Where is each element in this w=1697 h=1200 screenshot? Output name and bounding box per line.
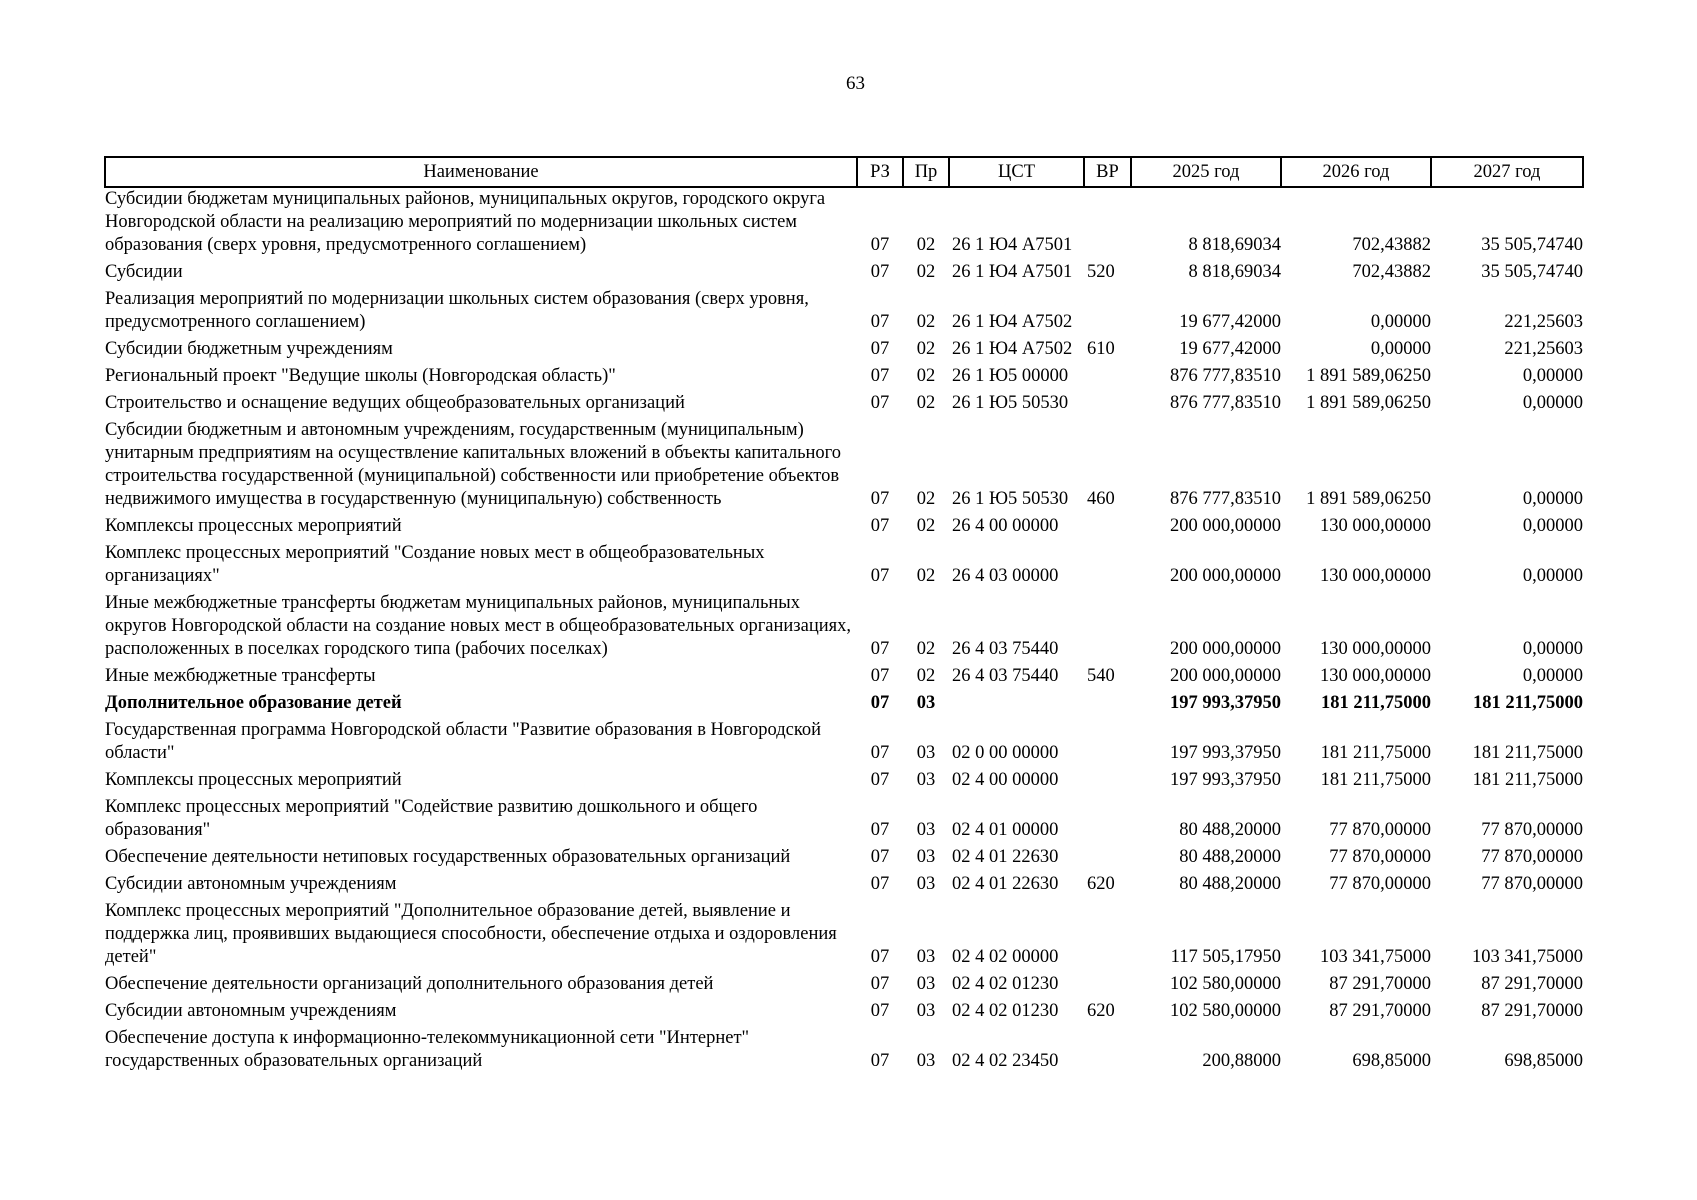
table-row (105, 592, 1583, 665)
table-row (105, 873, 1583, 900)
table-row (105, 338, 1583, 365)
cell-vr (1084, 592, 1131, 665)
header-2027: 2027 год (1431, 157, 1583, 187)
header-row (105, 157, 1583, 187)
cell-2026: 130 000,00000 (1320, 666, 1431, 686)
cell-name: Иные межбюджетные трансферты бюджетам муниципальных районов, муниципальных округов Новгородской области на создание новых мест в общеобразовательных организациях, расположенных в поселках городского типа (рабочих поселках) (105, 593, 852, 659)
cell-cst: 26 1 Ю5 50530 (952, 489, 1069, 509)
header-2026: 2026 год (1281, 157, 1431, 187)
cell-cst: 26 1 Ю4 А7501 (952, 235, 1073, 255)
cell-2027: 35 505,74740 (1481, 262, 1583, 282)
header-2025: 2025 год (1131, 157, 1281, 187)
cell-2025: 200 000,00000 (1170, 516, 1281, 536)
cell-pr: 03 (916, 770, 936, 790)
cell-pr: 02 (916, 235, 936, 255)
table-row (105, 392, 1583, 419)
cell-2027: 103 341,75000 (1472, 947, 1583, 967)
cell-2027: 181 211,75000 (1472, 743, 1583, 763)
cell-rz: 07 (870, 693, 890, 713)
cell-cst: 26 1 Ю4 А7502 (952, 339, 1073, 359)
cell-name: Иные межбюджетные трансферты (105, 666, 376, 686)
cell-2026: 130 000,00000 (1320, 639, 1431, 659)
cell-2026: 181 211,75000 (1321, 693, 1431, 713)
cell-rz: 07 (870, 516, 890, 536)
cell-cst: 26 4 03 00000 (952, 566, 1059, 586)
header-cst: ЦСТ (949, 157, 1084, 187)
cell-2025: 117 505,17950 (1170, 947, 1281, 967)
cell-vr (1084, 769, 1131, 796)
cell-name: Комплекс процессных мероприятий "Дополнительное образование детей, выявление и поддержка лиц, проявивших выдающиеся способности, обеспечение отдыха и оздоровления детей" (105, 901, 837, 967)
cell-2026: 87 291,70000 (1329, 974, 1431, 994)
cell-rz: 07 (870, 489, 890, 509)
cell-pr: 03 (916, 847, 936, 867)
cell-vr: 620 (1087, 874, 1115, 894)
cell-2026: 1 891 589,06250 (1306, 366, 1431, 386)
cell-pr: 03 (916, 874, 936, 894)
cell-2026: 103 341,75000 (1320, 947, 1431, 967)
cell-vr (1084, 900, 1131, 973)
cell-2025: 876 777,83510 (1170, 489, 1281, 509)
cell-vr: 520 (1087, 262, 1115, 282)
cell-2026: 87 291,70000 (1329, 1001, 1431, 1021)
cell-2027: 0,00000 (1522, 566, 1583, 586)
cell-rz: 07 (870, 235, 890, 255)
table-row (105, 515, 1583, 542)
cell-cst (949, 692, 1084, 719)
cell-cst: 02 4 02 00000 (952, 947, 1059, 967)
cell-vr (1084, 365, 1131, 392)
cell-2025: 200 000,00000 (1170, 666, 1281, 686)
cell-rz: 07 (870, 847, 890, 867)
cell-cst: 02 4 02 01230 (952, 1001, 1059, 1021)
cell-2027: 77 870,00000 (1481, 874, 1583, 894)
cell-pr: 03 (916, 1051, 936, 1071)
table-row (105, 542, 1583, 592)
cell-cst: 26 1 Ю5 50530 (952, 393, 1069, 413)
cell-2025: 80 488,20000 (1179, 820, 1281, 840)
cell-name: Обеспечение доступа к информационно-телекоммуникационной сети "Интернет" государственных образовательных организаций (105, 1028, 750, 1071)
cell-2025: 876 777,83510 (1170, 366, 1281, 386)
cell-cst: 02 0 00 00000 (952, 743, 1059, 763)
cell-2027: 0,00000 (1522, 489, 1583, 509)
cell-rz: 07 (870, 339, 890, 359)
cell-name: Комплекс процессных мероприятий "Содействие развитию дошкольного и общего образования" (105, 797, 758, 840)
cell-rz: 07 (870, 974, 890, 994)
cell-2025: 200,88000 (1202, 1051, 1281, 1071)
cell-name: Субсидии автономным учреждениям (105, 1001, 397, 1021)
cell-2025: 200 000,00000 (1170, 639, 1281, 659)
cell-vr (1084, 542, 1131, 592)
cell-vr (1084, 796, 1131, 846)
cell-vr (1084, 973, 1131, 1000)
cell-rz: 07 (870, 666, 890, 686)
cell-2027: 0,00000 (1522, 639, 1583, 659)
cell-2027: 0,00000 (1522, 516, 1583, 536)
table-body (105, 187, 1583, 1077)
cell-2027: 77 870,00000 (1481, 847, 1583, 867)
cell-rz: 07 (870, 770, 890, 790)
cell-2025: 102 580,00000 (1170, 974, 1281, 994)
table-row (105, 365, 1583, 392)
cell-2025: 80 488,20000 (1179, 874, 1281, 894)
cell-2027: 221,25603 (1504, 339, 1583, 359)
cell-2026: 1 891 589,06250 (1306, 393, 1431, 413)
cell-cst: 02 4 01 22630 (952, 847, 1059, 867)
cell-vr: 620 (1087, 1001, 1115, 1021)
cell-2027: 698,85000 (1504, 1051, 1583, 1071)
cell-rz: 07 (870, 820, 890, 840)
cell-2027: 0,00000 (1522, 393, 1583, 413)
cell-cst: 26 1 Ю4 А7502 (952, 312, 1073, 332)
cell-2026: 77 870,00000 (1329, 874, 1431, 894)
cell-pr: 02 (916, 262, 936, 282)
table-row (105, 719, 1583, 769)
header-vr: ВР (1084, 157, 1131, 187)
cell-2026: 181 211,75000 (1320, 743, 1431, 763)
cell-pr: 02 (916, 393, 936, 413)
header-pr: Пр (903, 157, 949, 187)
table-row (105, 187, 1583, 261)
table-row (105, 900, 1583, 973)
cell-rz: 07 (870, 1051, 890, 1071)
cell-rz: 07 (870, 1001, 890, 1021)
cell-rz: 07 (870, 566, 890, 586)
cell-2026: 77 870,00000 (1329, 847, 1431, 867)
cell-rz: 07 (870, 262, 890, 282)
cell-2027: 87 291,70000 (1481, 1001, 1583, 1021)
table-row (105, 1000, 1583, 1027)
cell-2027: 181 211,75000 (1473, 693, 1583, 713)
cell-pr: 02 (916, 639, 936, 659)
cell-2026: 702,43882 (1352, 235, 1431, 255)
cell-name: Строительство и оснащение ведущих общеобразовательных организаций (105, 393, 685, 413)
cell-cst: 02 4 02 23450 (952, 1051, 1059, 1071)
cell-cst: 02 4 02 01230 (952, 974, 1059, 994)
cell-pr: 02 (916, 366, 936, 386)
table-row (105, 1027, 1583, 1077)
cell-name: Субсидии бюджетам муниципальных районов, муниципальных округов, городского округа Новгородской области на реализацию мероприятий по модернизации школьных систем образования (сверх уровня, предусмотренного соглашением) (105, 189, 826, 255)
cell-2025: 8 818,69034 (1188, 235, 1281, 255)
cell-name: Субсидии бюджетным и автономным учреждениям, государственным (муниципальным) унитарным предприятиям на осуществление капитальных вложений в объекты капитального строительства государственной (муниципальной) собственности или приобретение объектов недвижимого имущества в государственную (муниципальную) собственность (105, 420, 842, 509)
cell-name: Реализация мероприятий по модернизации школьных систем образования (сверх уровня, предусмотренного соглашением) (105, 289, 809, 332)
cell-pr: 03 (916, 820, 936, 840)
cell-pr: 02 (916, 312, 936, 332)
cell-vr (1084, 719, 1131, 769)
cell-vr (1084, 187, 1131, 261)
header-name: Наименование (105, 157, 857, 187)
cell-name: Субсидии (105, 262, 183, 282)
cell-rz: 07 (870, 393, 890, 413)
cell-rz: 07 (870, 874, 890, 894)
cell-2027: 77 870,00000 (1481, 820, 1583, 840)
cell-cst: 26 1 Ю5 00000 (952, 366, 1069, 386)
cell-2026: 698,85000 (1352, 1051, 1431, 1071)
cell-cst: 02 4 01 22630 (952, 874, 1059, 894)
cell-2026: 0,00000 (1370, 339, 1431, 359)
cell-cst: 26 4 03 75440 (952, 639, 1059, 659)
cell-rz: 07 (870, 639, 890, 659)
cell-2026: 130 000,00000 (1320, 516, 1431, 536)
cell-pr: 03 (916, 974, 936, 994)
budget-table (104, 156, 1584, 1077)
cell-2027: 87 291,70000 (1481, 974, 1583, 994)
cell-2025: 876 777,83510 (1170, 393, 1281, 413)
cell-pr: 02 (916, 489, 936, 509)
table-row (105, 261, 1583, 288)
cell-pr: 02 (916, 516, 936, 536)
table-row (105, 665, 1583, 692)
cell-2025: 197 993,37950 (1170, 743, 1281, 763)
cell-name: Комплексы процессных мероприятий (105, 516, 402, 536)
cell-vr (1084, 392, 1131, 419)
cell-2025: 19 677,42000 (1179, 339, 1281, 359)
cell-2025: 80 488,20000 (1179, 847, 1281, 867)
table-row (105, 692, 1583, 719)
cell-2025: 102 580,00000 (1170, 1001, 1281, 1021)
table-row (105, 846, 1583, 873)
cell-name: Комплекс процессных мероприятий "Создание новых мест в общеобразовательных организациях" (105, 543, 765, 586)
cell-cst: 02 4 01 00000 (952, 820, 1059, 840)
cell-pr: 03 (916, 743, 936, 763)
cell-2025: 197 993,37950 (1170, 693, 1281, 713)
cell-name: Обеспечение деятельности организаций дополнительного образования детей (105, 974, 714, 994)
cell-rz: 07 (870, 743, 890, 763)
cell-2027: 35 505,74740 (1481, 235, 1583, 255)
cell-vr (1084, 1027, 1131, 1077)
cell-cst: 26 1 Ю4 А7501 (952, 262, 1073, 282)
cell-2027: 0,00000 (1522, 366, 1583, 386)
cell-pr: 02 (916, 566, 936, 586)
cell-pr: 03 (916, 693, 936, 713)
cell-2026: 77 870,00000 (1329, 820, 1431, 840)
cell-name: Обеспечение деятельности нетиповых государственных образовательных организаций (105, 847, 791, 867)
page-number: 63 (846, 73, 865, 94)
cell-name: Субсидии бюджетным учреждениям (105, 339, 393, 359)
cell-name: Региональный проект "Ведущие школы (Новгородская область)" (105, 366, 616, 386)
cell-rz: 07 (870, 947, 890, 967)
cell-rz: 07 (870, 366, 890, 386)
cell-vr: 460 (1087, 489, 1115, 509)
cell-2027: 0,00000 (1522, 666, 1583, 686)
cell-pr: 03 (916, 947, 936, 967)
cell-2026: 181 211,75000 (1320, 770, 1431, 790)
cell-vr (1084, 846, 1131, 873)
cell-cst: 02 4 00 00000 (952, 770, 1059, 790)
table-row (105, 973, 1583, 1000)
cell-2025: 200 000,00000 (1170, 566, 1281, 586)
table-row (105, 769, 1583, 796)
cell-2025: 19 677,42000 (1179, 312, 1281, 332)
cell-cst: 26 4 03 75440 (952, 666, 1059, 686)
cell-pr: 02 (916, 339, 936, 359)
cell-pr: 02 (916, 666, 936, 686)
table-row (105, 796, 1583, 846)
cell-rz: 07 (870, 312, 890, 332)
cell-vr: 540 (1087, 666, 1115, 686)
cell-2026: 130 000,00000 (1320, 566, 1431, 586)
cell-name: Государственная программа Новгородской области "Развитие образования в Новгородской области" (105, 720, 822, 763)
cell-2027: 181 211,75000 (1472, 770, 1583, 790)
table-row (105, 419, 1583, 515)
table-row (105, 288, 1583, 338)
cell-vr (1084, 515, 1131, 542)
cell-cst: 26 4 00 00000 (952, 516, 1059, 536)
cell-pr: 03 (916, 1001, 936, 1021)
cell-2027: 221,25603 (1504, 312, 1583, 332)
cell-2026: 0,00000 (1370, 312, 1431, 332)
cell-name: Субсидии автономным учреждениям (105, 874, 397, 894)
cell-name: Комплексы процессных мероприятий (105, 770, 402, 790)
cell-name: Дополнительное образование детей (105, 693, 402, 713)
cell-vr: 610 (1087, 339, 1115, 359)
cell-2025: 197 993,37950 (1170, 770, 1281, 790)
cell-vr (1084, 288, 1131, 338)
cell-2026: 702,43882 (1352, 262, 1431, 282)
cell-2025: 8 818,69034 (1188, 262, 1281, 282)
header-rz: РЗ (857, 157, 903, 187)
cell-2026: 1 891 589,06250 (1306, 489, 1431, 509)
cell-vr (1084, 692, 1131, 719)
